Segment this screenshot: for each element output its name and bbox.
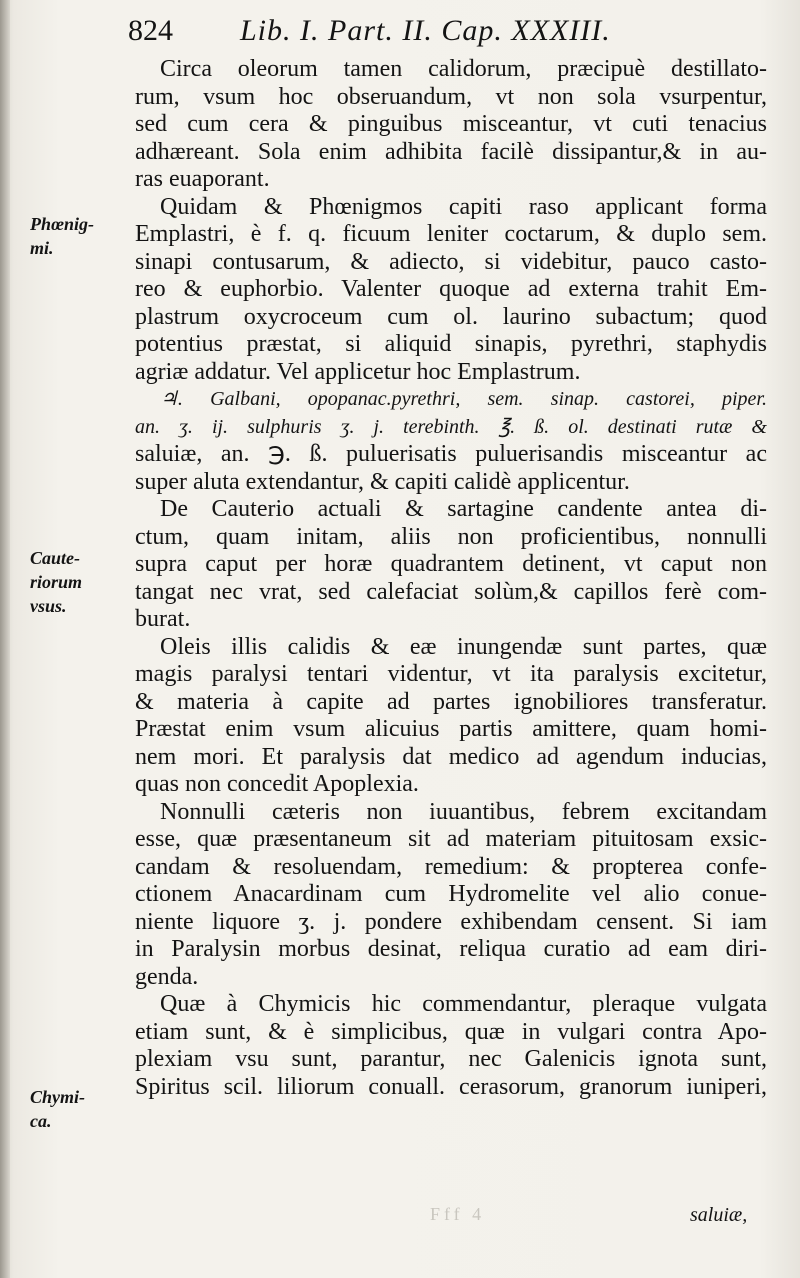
text-line: candam & resoluendam, remedium: & propterea confe- xyxy=(135,853,767,880)
text-line: saluiæ, an. ℈. ß. puluerisatis puluerisandis misceantur ac xyxy=(135,441,767,467)
text-line: supra caput per horæ quadrantem detinent, vt caput non xyxy=(135,551,767,577)
signature-mark: Fff 4 xyxy=(430,1204,486,1224)
text-line: agriæ addatur. Vel applicetur hoc Emplastrum. xyxy=(135,358,581,385)
text-line: plastrum oxycroceum cum ol. laurino subactum; quod xyxy=(135,303,767,330)
text-line: Spiritus scil. liliorum conuall. cerasorum, granorum iuniperi, xyxy=(135,1073,767,1100)
text-line: Oleis illis calidis & eæ inungendæ sunt partes, quæ xyxy=(160,633,767,660)
text-line: ctum, quam initam, aliis non proficientibus, nonnulli xyxy=(135,523,767,550)
text-line: tangat nec vrat, sed calefaciat solùm,& capillos ferè com- xyxy=(135,578,767,605)
text-line: nem mori. Et paralysis dat medico ad agendum inducias, xyxy=(135,743,767,770)
text-line: ras euaporant. xyxy=(135,166,270,192)
margin-note-text: Chymi- ca. xyxy=(30,1087,86,1131)
text-line: esse, quæ præsentaneum sit ad materiam pituitosam exsic- xyxy=(135,826,767,852)
text-line: genda. xyxy=(135,963,199,990)
text-line: reo & euphorbio. Valenter quoque ad externa trahit Em- xyxy=(135,276,767,302)
running-header xyxy=(128,14,768,54)
margin-note-phoenigmi xyxy=(30,212,125,260)
recipe-line: ♃. Galbani, opopanac.pyrethri, sem. sinap. castorei, piper. xyxy=(160,388,767,410)
text-line: niente liquore ʒ. j. pondere exhibendam censent. Si iam xyxy=(135,908,767,935)
text-line: & materia à capite ad partes ignobiliores transferatur. xyxy=(135,688,767,715)
body-text xyxy=(135,56,767,1101)
text-line: burat. xyxy=(135,606,191,632)
text-line: adhæreant. Sola enim adhibita facilè dissipantur,& in au- xyxy=(135,138,767,165)
text-line: potentius præstat, si aliquid sinapis, pyrethri, staphydis xyxy=(135,331,767,357)
text-line: Quæ à Chymicis hic commendantur, pleraque vulgata xyxy=(160,991,767,1017)
running-title: Lib. I. Part. II. Cap. XXXIII. xyxy=(240,14,611,47)
page-number: 824 xyxy=(128,14,173,47)
text-line: sinapi contusarum, & adiecto, si videbitur, pauco casto- xyxy=(135,248,767,275)
text-line: rum, vsum hoc obseruandum, vt non sola vsurpentur, xyxy=(135,83,767,110)
margin-note-text: Caute- riorum vsus. xyxy=(30,548,83,616)
text-line: in Paralysin morbus desinat, reliqua curatio ad eam diri- xyxy=(135,936,767,962)
text-line: Circa oleorum tamen calidorum, præcipuè destillato- xyxy=(160,56,767,82)
text-line: etiam sunt, & è simplicibus, quæ in vulgari contra Apo- xyxy=(135,1018,767,1045)
text-line: Emplastri, è f. q. ficuum leniter coctarum, & duplo sem. xyxy=(135,221,767,247)
catchword: saluiæ, xyxy=(690,1204,748,1226)
margin-note-chymica xyxy=(30,1085,125,1133)
text-line: magis paralysi tentari videntur, vt ita paralysis excitetur, xyxy=(135,661,767,687)
text-line: super aluta extendantur, & capiti calidè applicentur. xyxy=(135,468,630,495)
text-line: sed cum cera & pinguibus misceantur, vt cuti tenacius xyxy=(135,111,767,137)
text-line: Quidam & Phœnigmos capiti raso applicant forma xyxy=(160,193,767,220)
margin-note-cauteriorum xyxy=(30,546,125,618)
text-line: Præstat enim vsum alicuius partis amittere, quam homi- xyxy=(135,716,767,742)
text-line: ctionem Anacardinam cum Hydromelite vel alio conue- xyxy=(135,881,767,907)
text-line: Nonnulli cæteris non iuuantibus, febrem excitandam xyxy=(160,798,767,825)
recipe-line: an. ʒ. ij. sulphuris ʒ. j. terebinth. ℥. ß. ol. destinati rutæ & xyxy=(135,415,767,438)
margin-note-text: Phœnig- mi. xyxy=(30,214,95,258)
text-line: De Cauterio actuali & sartagine candente antea di- xyxy=(160,496,767,522)
text-line: quas non concedit Apoplexia. xyxy=(135,771,419,797)
text-line: plexiam vsu sunt, parantur, nec Galenicis ignota sunt, xyxy=(135,1046,767,1072)
page-gutter xyxy=(0,0,10,1278)
